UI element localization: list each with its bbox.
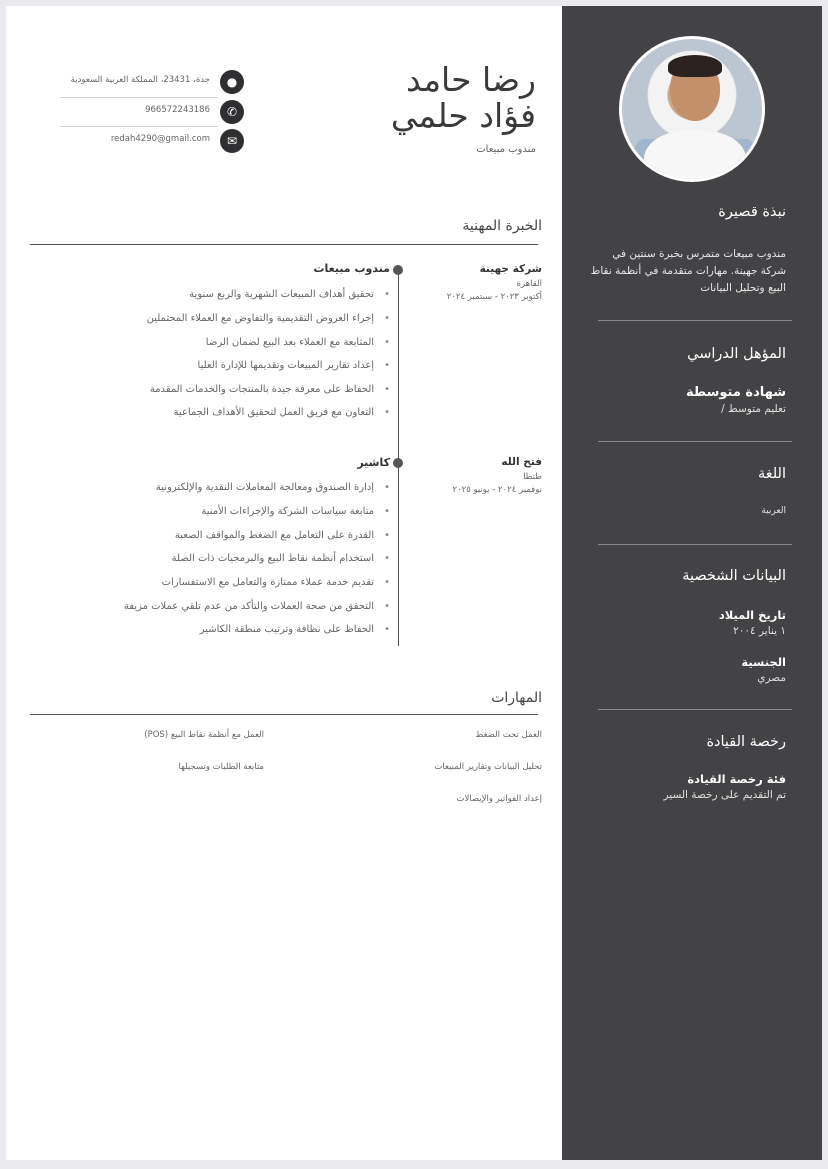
divider — [598, 441, 792, 442]
license-title: رخصة القيادة — [706, 734, 786, 750]
duty-item: • استخدام أنظمة نقاط البيع والبرمجيات ذات الصلة — [172, 553, 390, 564]
name-line-2: فؤاد حلمي — [390, 96, 536, 135]
duty-item: • تحقيق أهداف المبيعات الشهرية والربع سنوية — [189, 289, 390, 300]
education-title: المؤهل الدراسي — [687, 346, 786, 362]
contact-phone — [56, 100, 244, 122]
address-text: جدة، 23431، المملكة العربية السعودية — [70, 75, 210, 85]
duty-item: • إجراء العروض التقديمية والتفاوض مع العملاء المحتملين — [147, 313, 390, 324]
education-degree: شهادة متوسطة — [686, 385, 786, 400]
timeline-dot — [393, 265, 403, 275]
nationality-label: الجنسية — [741, 655, 786, 669]
company-city: طنطا — [523, 472, 542, 482]
duty-item: • تقديم خدمة عملاء ممتازة والتعامل مع الاستفسارات — [162, 577, 390, 588]
duty-item: • المتابعة مع العملاء بعد البيع لضمان الرضا — [206, 337, 390, 348]
contact-email — [56, 129, 244, 151]
job-dates: نوفمبر ٢٠٢٤ - يونيو ٢٠٢٥ — [452, 485, 542, 495]
skill-item: العمل تحت الضغط — [475, 730, 542, 740]
skills-rule — [30, 714, 538, 715]
sidebar — [562, 6, 822, 1160]
duty-item: • الحفاظ على معرفة جيدة بالمنتجات والخدمات المقدمة — [150, 384, 390, 395]
photo-shirt — [644, 131, 746, 182]
profile-photo — [619, 36, 765, 182]
experience-title: الخبرة المهنية — [462, 218, 542, 234]
company-name: فتح الله — [501, 456, 542, 468]
personal-title: البيانات الشخصية — [682, 568, 786, 584]
company-name: شركة جهينة — [479, 263, 542, 275]
skill-item: متابعة الطلبات وتسجيلها — [178, 762, 264, 772]
job-role: كاشير — [357, 456, 390, 469]
birth-value: ١ يناير ٢٠٠٤ — [733, 625, 786, 637]
contact-address — [56, 70, 244, 92]
email-text[interactable]: redah4290@gmail.com — [110, 134, 210, 144]
full-name — [391, 62, 536, 134]
birth-label: تاريخ الميلاد — [718, 608, 786, 622]
duty-item: • التحقق من صحة العملات والتأكد من عدم تلقي عملات مزيفة — [124, 601, 390, 612]
language-title: اللغة — [757, 466, 786, 482]
contact-divider — [60, 126, 218, 127]
name-line-1: رضا حامد — [406, 60, 536, 99]
skills-title: المهارات — [491, 690, 542, 706]
phone-text: 966572243186 — [145, 105, 210, 115]
duty-item: • إعداد تقارير المبيعات وتقديمها للإدارة العليا — [198, 360, 390, 371]
skill-item: تحليل البيانات وتقارير المبيعات — [434, 762, 542, 772]
main-content — [6, 6, 562, 1160]
summary-text: مندوب مبيعات متمرس بخبرة سنتين في شركة جهينة. مهارات متقدمة في أنظمة نقاط البيع وتحليل البيانات — [590, 248, 786, 294]
divider — [598, 320, 792, 321]
job-title: مندوب مبيعات — [476, 144, 536, 155]
duty-item: • إدارة الصندوق ومعالجة المعاملات النقدية والإلكترونية — [156, 482, 390, 493]
resume-page — [6, 6, 822, 1160]
envelope-icon: ✉ — [220, 129, 244, 153]
nationality-value: مصري — [757, 672, 786, 684]
education-detail: تعليم متوسط / — [721, 403, 786, 415]
location-pin-icon: ● — [220, 70, 244, 94]
timeline-dot — [393, 458, 403, 468]
language-value: العربية — [761, 506, 786, 516]
duty-item: • الحفاظ على نظافة وترتيب منطقة الكاشير — [200, 624, 390, 635]
divider — [598, 709, 792, 710]
divider — [598, 544, 792, 545]
phone-icon: ✆ — [220, 100, 244, 124]
duty-item: • متابعة سياسات الشركة والإجراءات الأمنية — [201, 506, 390, 517]
experience-rule — [30, 244, 538, 245]
contact-divider — [60, 97, 218, 98]
duty-item: • القدرة على التعامل مع الضغط والمواقف الصعبة — [175, 530, 390, 541]
company-city: القاهرة — [516, 279, 542, 289]
summary-title: نبذة قصيرة — [718, 204, 786, 220]
job-role: مندوب مبيعات — [313, 262, 390, 275]
duty-item: • التعاون مع فريق العمل لتحقيق الأهداف الجماعية — [173, 407, 390, 418]
license-value: تم التقديم على رخصة السير — [663, 789, 786, 801]
skill-item: إعداد الفواتير والإيصالات — [456, 794, 542, 804]
license-label: فئة رخصة القيادة — [687, 772, 786, 786]
photo-hair — [668, 55, 722, 77]
job-dates: أكتوبر ٢٠٢٣ - سبتمبر ٢٠٢٤ — [446, 292, 542, 302]
skill-item: العمل مع أنظمة نقاط البيع (POS) — [144, 730, 264, 740]
